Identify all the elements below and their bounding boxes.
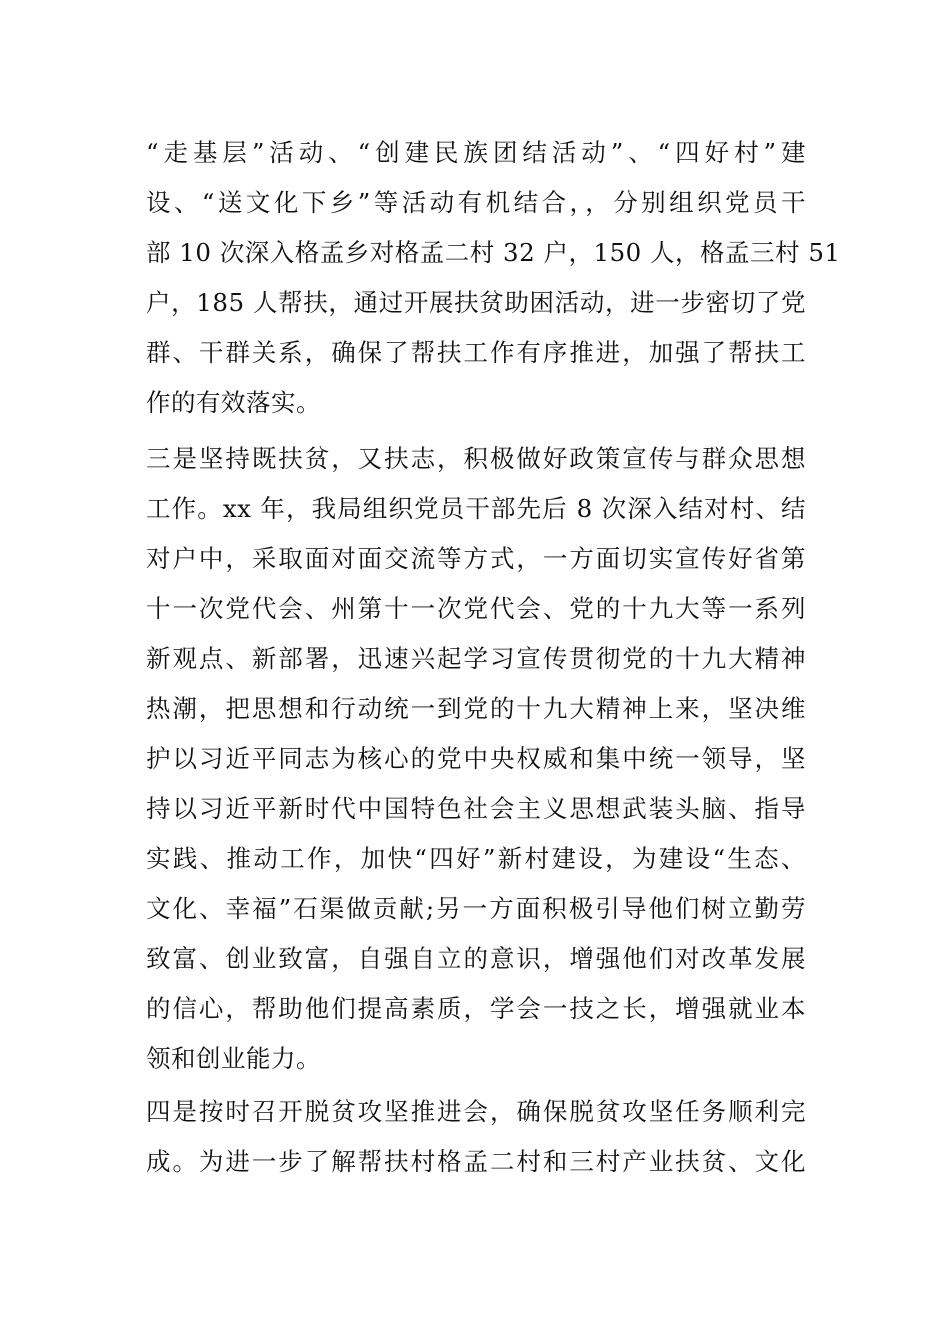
paragraph-line: 设、“送文化下乡”等活动有机结合，，分别组织党员干 — [146, 188, 806, 217]
paragraph-line: 实践、推动工作，加快“四好”新村建设，为建设“生态、 — [146, 844, 806, 873]
paragraph-line: 户，185 人帮扶，通过开展扶贫助困活动，进一步密切了党 — [146, 288, 806, 317]
paragraph-line: 部 10 次深入格孟乡对格孟二村 32 户，150 人，格孟三村 51 — [146, 238, 841, 267]
paragraph-line: “走基层”活动、“创建民族团结活动”、“四好村”建 — [146, 138, 806, 167]
paragraph-line: 护以习近平同志为核心的党中央权威和集中统一领导，坚 — [146, 744, 806, 773]
paragraph-line: 持以习近平新时代中国特色社会主义思想武装头脑、指导 — [146, 794, 806, 823]
paragraph-line: 工作。xx 年，我局组织党员干部先后 8 次深入结对村、结 — [146, 494, 806, 523]
paragraph-line: 文化、幸福”石渠做贡献;另一方面积极引导他们树立勤劳 — [146, 894, 806, 923]
paragraph-line: 致富、创业致富，自强自立的意识，增强他们对改革发展 — [146, 944, 806, 973]
paragraph-line: 热潮，把思想和行动统一到党的十九大精神上来，坚决维 — [146, 694, 806, 723]
paragraph-line: 成。为进一步了解帮扶村格孟二村和三村产业扶贫、文化 — [146, 1147, 806, 1176]
paragraph-line: 领和创业能力。 — [146, 1044, 321, 1073]
paragraph-1 — [146, 128, 841, 428]
paragraph-line: 的信心，帮助他们提高素质，学会一技之长，增强就业本 — [146, 994, 806, 1023]
paragraph-line: 四是按时召开脱贫攻坚推进会，确保脱贫攻坚任务顺利完 — [146, 1097, 806, 1126]
paragraph-3 — [146, 1087, 806, 1187]
paragraph-line: 三是坚持既扶贫，又扶志，积极做好政策宣传与群众思想 — [146, 444, 806, 473]
paragraph-line: 对户中，采取面对面交流等方式，一方面切实宣传好省第 — [146, 544, 806, 573]
paragraph-line: 作的有效落实。 — [146, 388, 321, 417]
paragraph-2 — [146, 434, 806, 1084]
paragraph-line: 群、干群关系，确保了帮扶工作有序推进，加强了帮扶工 — [146, 338, 806, 367]
paragraph-line: 新观点、新部署，迅速兴起学习宣传贯彻党的十九大精神 — [146, 644, 806, 673]
paragraph-line: 十一次党代会、州第十一次党代会、党的十九大等一系列 — [146, 594, 806, 623]
